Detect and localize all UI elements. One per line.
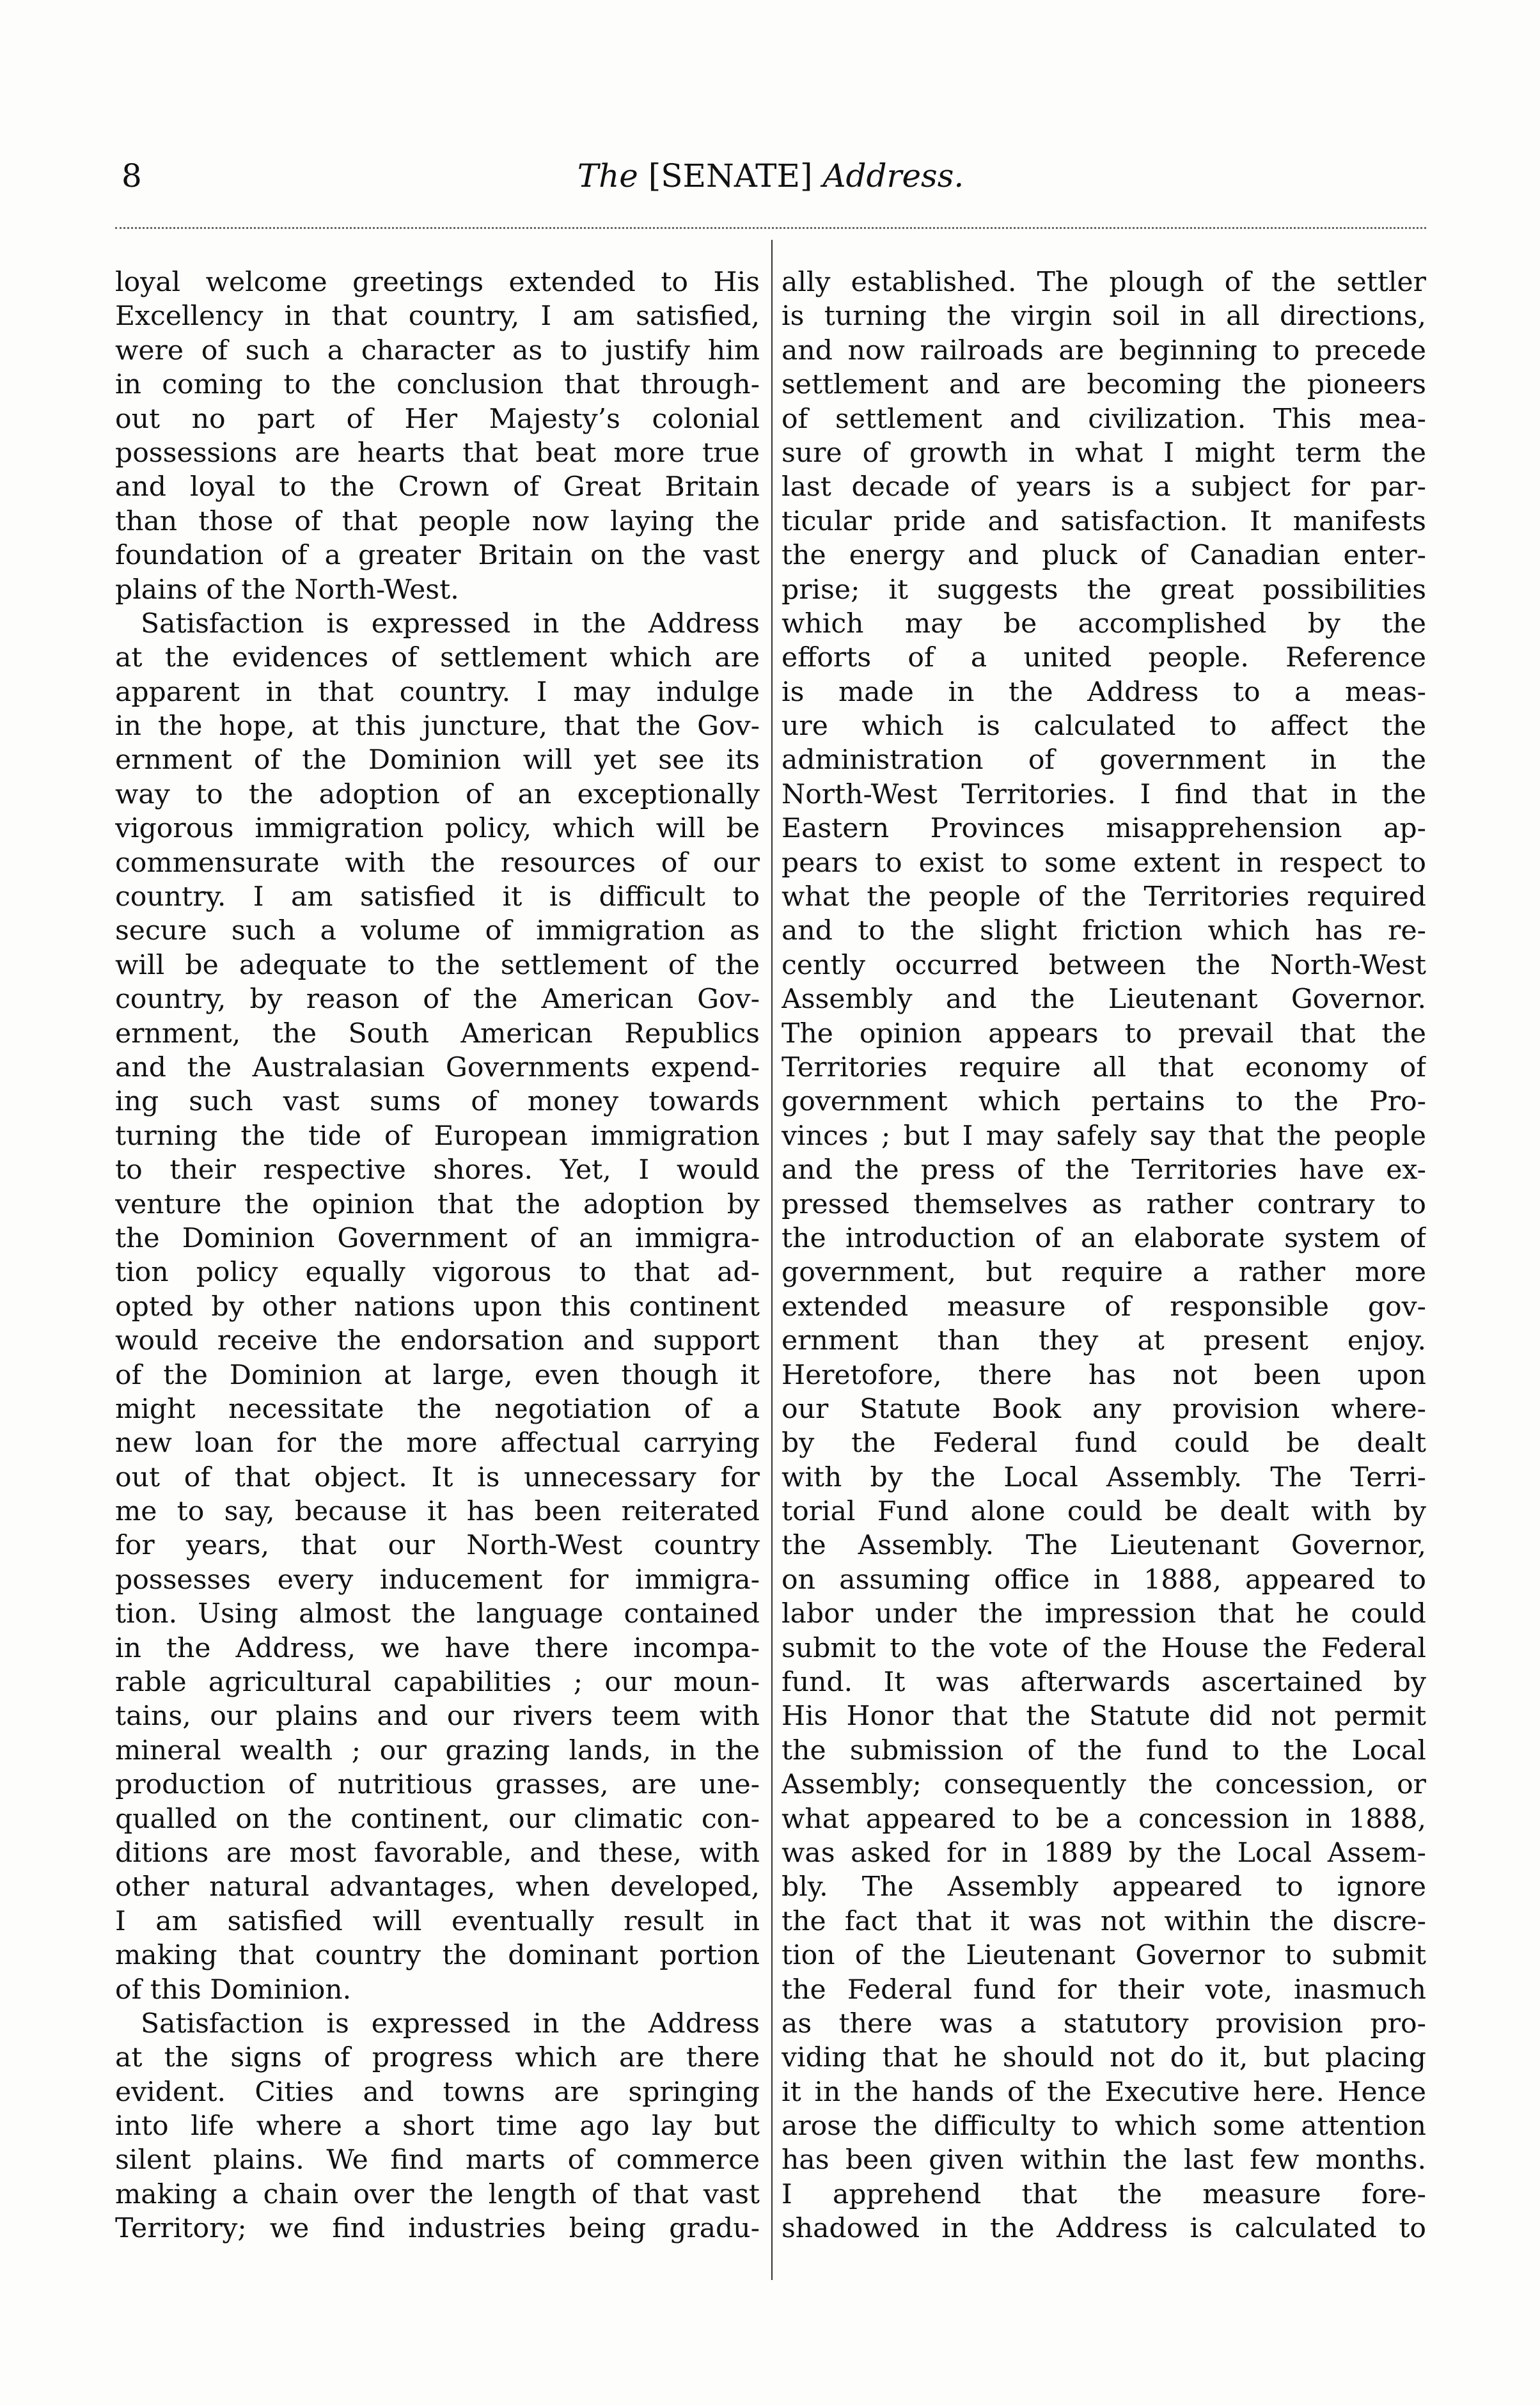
text-line: as there was a statutory provision pro-	[782, 2008, 1426, 2040]
text-line: the introduction of an elaborate system of	[782, 1222, 1426, 1254]
text-line: plains of the North-West.	[115, 574, 459, 606]
text-line: is turning the virgin soil in all directions,	[782, 301, 1426, 333]
text-line: opted by other nations upon this continent	[115, 1291, 760, 1323]
text-line: venture the opinion that the adoption by	[115, 1188, 760, 1220]
text-line: commensurate with the resources of our	[115, 847, 760, 879]
text-line: country. I am satisfied it is difficult to	[115, 881, 760, 913]
text-line: turning the tide of European immigration	[115, 1120, 760, 1152]
text-line: might necessitate the negotiation of a	[115, 1393, 760, 1425]
text-line: in coming to the conclusion that through-	[115, 369, 760, 401]
text-line: ticular pride and satisfaction. It manifests	[782, 505, 1426, 537]
text-line: into life where a short time ago lay but	[115, 2111, 760, 2143]
text-line: extended measure of responsible gov-	[782, 1291, 1426, 1323]
text-line: and the Australasian Governments expend-	[115, 1051, 760, 1083]
text-line: the energy and pluck of Canadian enter-	[782, 540, 1426, 572]
text-line: apparent in that country. I may indulge	[115, 676, 760, 708]
text-line: qualled on the continent, our climatic con-	[115, 1803, 760, 1835]
text-line: rable agricultural capabilities ; our moun-	[115, 1667, 760, 1699]
text-line: arose the difficulty to which some attention	[782, 2111, 1426, 2143]
text-line: Excellency in that country, I am satisfied,	[115, 301, 760, 333]
column-divider	[771, 240, 773, 2280]
text-line: possessions are hearts that beat more true	[115, 437, 760, 469]
header-rule	[115, 227, 1426, 229]
text-line: of settlement and civilization. This mea-	[782, 403, 1426, 435]
text-line: secure such a volume of immigration as	[115, 915, 760, 947]
text-line: evident. Cities and towns are springing	[115, 2076, 760, 2108]
text-line: in the Address, we have there incompa-	[115, 1632, 760, 1664]
text-line: the fact that it was not within the discre-	[782, 1905, 1426, 1937]
text-line: what appeared to be a concession in 1888,	[782, 1803, 1426, 1835]
text-line: way to the adoption of an exceptionally	[115, 778, 760, 810]
title-the: The	[577, 157, 638, 194]
text-line: last decade of years is a subject for par-	[782, 471, 1426, 503]
left-column	[115, 265, 760, 2246]
text-line: our Statute Book any provision where-	[782, 1393, 1426, 1425]
title-address: Address.	[822, 157, 964, 194]
text-line: loyal welcome greetings extended to His	[115, 267, 760, 298]
text-line: cently occurred between the North-West	[782, 949, 1426, 981]
text-line: bly. The Assembly appeared to ignore	[782, 1871, 1426, 1903]
text-line: government, but require a rather more	[782, 1257, 1426, 1289]
text-line: it in the hands of the Executive here. Hence	[782, 2076, 1426, 2108]
text-line: will be adequate to the settlement of the	[115, 949, 760, 981]
text-line: new loan for the more affectual carrying	[115, 1427, 760, 1459]
text-line: I apprehend that the measure fore-	[782, 2178, 1426, 2210]
text-line: sure of growth in what I might term the	[782, 437, 1426, 469]
text-line: which may be accomplished by the	[782, 608, 1426, 640]
text-line: settlement and are becoming the pioneers	[782, 369, 1426, 401]
text-line: efforts of a united people. Reference	[782, 642, 1426, 674]
text-line: the submission of the fund to the Local	[782, 1734, 1426, 1766]
page-number: 8	[122, 157, 142, 194]
text-line: foundation of a greater Britain on the vast	[115, 540, 760, 572]
text-line: what the people of the Territories required	[782, 881, 1426, 913]
text-line: Heretofore, there has not been upon	[782, 1359, 1426, 1391]
text-line: fund. It was afterwards ascertained by	[782, 1667, 1426, 1699]
text-line: government which pertains to the Pro-	[782, 1086, 1426, 1118]
text-line: tion. Using almost the language contained	[115, 1598, 760, 1630]
right-column	[782, 265, 1426, 2246]
text-line: Satisfaction is expressed in the Address	[141, 2008, 760, 2040]
text-line: is made in the Address to a meas-	[782, 676, 1426, 708]
running-header	[115, 153, 1426, 198]
text-line: in the hope, at this juncture, that the Gov-	[115, 711, 760, 743]
text-line: tion of the Lieutenant Governor to submit	[782, 1940, 1426, 1972]
text-line: than those of that people now laying the	[115, 505, 760, 537]
text-line: by the Federal fund could be dealt	[782, 1427, 1426, 1459]
text-line: me to say, because it has been reiterated	[115, 1496, 760, 1528]
text-line: and now railroads are beginning to precede	[782, 334, 1426, 366]
text-line: The opinion appears to prevail that the	[782, 1018, 1426, 1050]
text-line: mineral wealth ; our grazing lands, in the	[115, 1734, 760, 1766]
text-line: to their respective shores. Yet, I would	[115, 1154, 760, 1186]
text-line: production of nutritious grasses, are une-	[115, 1769, 760, 1801]
text-line: viding that he should not do it, but placing	[782, 2042, 1426, 2074]
text-line: ernment, the South American Republics	[115, 1018, 760, 1050]
text-line: pressed themselves as rather contrary to	[782, 1188, 1426, 1220]
text-line: other natural advantages, when developed,	[115, 1871, 760, 1903]
text-line: ally established. The plough of the settler	[782, 267, 1426, 298]
text-line: ing such vast sums of money towards	[115, 1086, 760, 1118]
text-line: at the evidences of settlement which are	[115, 642, 760, 674]
text-line: tion policy equally vigorous to that ad-	[115, 1257, 760, 1289]
text-line: administration of government in the	[782, 744, 1426, 776]
text-line: tains, our plains and our rivers teem with	[115, 1701, 760, 1733]
text-line: out of that object. It is unnecessary for	[115, 1461, 760, 1493]
text-line: country, by reason of the American Gov-	[115, 984, 760, 1016]
text-line: of this Dominion.	[115, 1974, 352, 2006]
text-line: pears to exist to some extent in respect to	[782, 847, 1426, 879]
text-line: and loyal to the Crown of Great Britain	[115, 471, 760, 503]
text-line: on assuming office in 1888, appeared to	[782, 1564, 1426, 1596]
text-line: labor under the impression that he could	[782, 1598, 1426, 1630]
text-line: Assembly and the Lieutenant Governor.	[782, 984, 1426, 1016]
text-line: has been given within the last few months.	[782, 2144, 1426, 2176]
text-line: shadowed in the Address is calculated to	[782, 2213, 1426, 2245]
text-line: His Honor that the Statute did not permit	[782, 1701, 1426, 1733]
text-line: the Federal fund for their vote, inasmuch	[782, 1974, 1426, 2006]
text-line: ernment than they at present enjoy.	[782, 1325, 1426, 1357]
text-line: the Dominion Government of an immigra-	[115, 1222, 760, 1254]
text-line: making that country the dominant portion	[115, 1940, 760, 1972]
text-line: would receive the endorsation and support	[115, 1325, 760, 1357]
text-line: and to the slight friction which has re-	[782, 915, 1426, 947]
text-line: I am satisfied will eventually result in	[115, 1905, 760, 1937]
text-line: Eastern Provinces misapprehension ap-	[782, 813, 1426, 845]
text-line: making a chain over the length of that vast	[115, 2178, 760, 2210]
text-line: was asked for in 1889 by the Local Assem-	[782, 1837, 1426, 1869]
text-line: torial Fund alone could be dealt with by	[782, 1496, 1426, 1528]
text-line: ure which is calculated to affect the	[782, 711, 1426, 743]
text-line: silent plains. We find marts of commerce	[115, 2144, 760, 2176]
text-line: at the signs of progress which are there	[115, 2042, 760, 2074]
text-line: ditions are most favorable, and these, with	[115, 1837, 760, 1869]
text-line: vigorous immigration policy, which will be	[115, 813, 760, 845]
text-line: submit to the vote of the House the Federal	[782, 1632, 1426, 1664]
text-line: the Assembly. The Lieutenant Governor,	[782, 1530, 1426, 1562]
text-line: out no part of Her Majesty’s colonial	[115, 403, 760, 435]
text-line: Satisfaction is expressed in the Address	[141, 608, 760, 640]
text-line: ernment of the Dominion will yet see its	[115, 744, 760, 776]
text-line: prise; it suggests the great possibilities	[782, 574, 1426, 606]
text-line: vinces ; but I may safely say that the people	[782, 1120, 1426, 1152]
text-line: Territories require all that economy of	[782, 1051, 1426, 1083]
text-line: North-West Territories. I find that in the	[782, 778, 1426, 810]
text-line: of the Dominion at large, even though it	[115, 1359, 760, 1391]
text-line: for years, that our North-West country	[115, 1530, 760, 1562]
text-line: with by the Local Assembly. The Terri-	[782, 1461, 1426, 1493]
running-title	[115, 153, 1426, 198]
text-line: possesses every inducement for immigra-	[115, 1564, 760, 1596]
title-senate: [SENATE]	[648, 157, 813, 194]
text-line: and the press of the Territories have ex-	[782, 1154, 1426, 1186]
text-line: were of such a character as to justify him	[115, 334, 760, 366]
text-line: Territory; we find industries being gradu-	[115, 2213, 760, 2245]
text-line: Assembly; consequently the concession, or	[782, 1769, 1426, 1801]
